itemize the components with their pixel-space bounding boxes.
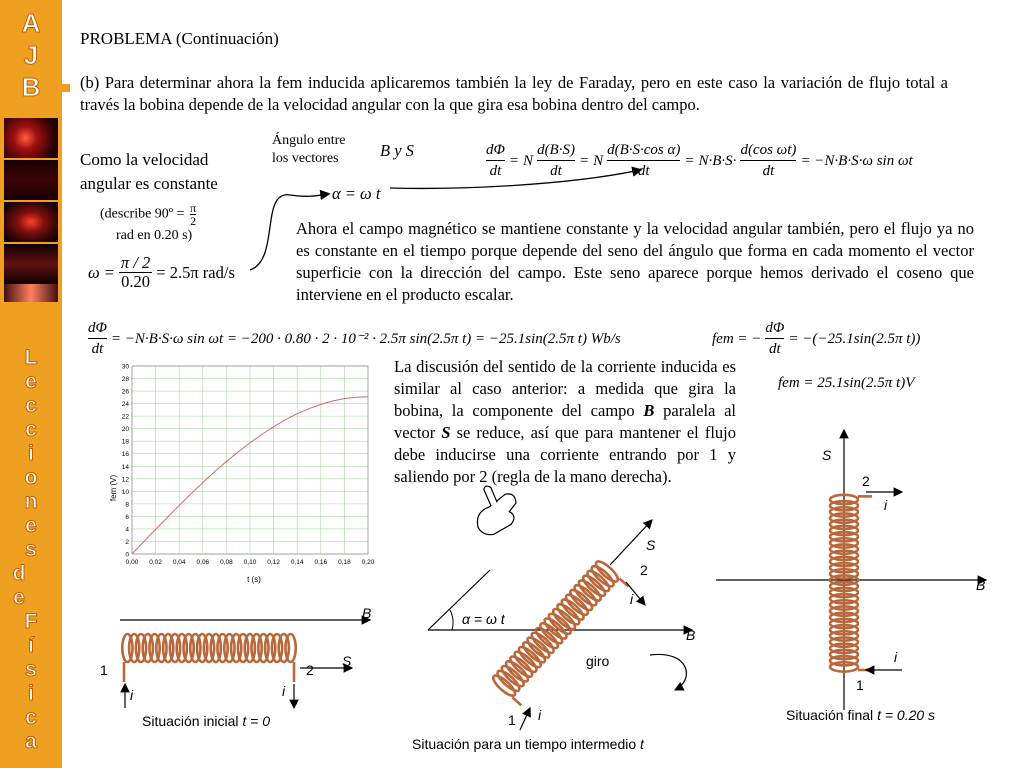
chart-y-label: fem (V) [109,474,118,502]
coil-turn [286,634,296,662]
initial-i-label-1: i [130,687,134,703]
coil-turn [516,644,543,670]
faraday-den-2: dt [550,163,562,179]
sidebar-lecciones-letter: L [24,346,38,369]
result-num: dΦ [88,318,107,339]
discussion-part-1: La discusión del sentido de la corriente inducida es similar al caso anterior: a medida que gira la bobina, la componente del campo [394,357,736,420]
coil-turn [521,639,548,665]
sidebar-lecciones-letter: o [24,466,38,489]
omega-equation [88,254,235,291]
coil-turn [555,601,582,627]
fem1-lhs: fem = − [712,330,762,347]
angle-label-line2: los vectores [272,151,339,166]
sidebar-tab [58,84,70,92]
faraday-eq-2: = [578,152,590,169]
initial-terminal-2: 2 [306,662,314,678]
fem1-fraction [765,318,784,359]
mid-angle-arc [450,610,453,630]
chart-y-tick-label: 18 [121,438,129,446]
chart-y-tick-label: 24 [121,401,129,409]
initial-situation [100,605,371,729]
chart-x-tick-label: 0,12 [267,559,280,566]
describe-tail: rad en 0.20 s) [116,228,193,243]
chart-x-label: t (s) [247,575,261,584]
coil-turn [546,611,573,637]
coil-diagrams [90,420,1020,765]
faraday-num-3: d(B·S·cos α) [607,140,680,161]
chart-x-tick-label: 0,00 [125,559,139,566]
fem-equation-2: fem = 25.1sin(2.5π t)V [778,375,915,391]
result-den: dt [91,341,104,357]
sidebar-photo [4,244,58,284]
coil-turn [542,616,569,642]
chart-x-tick-label: 0,02 [149,559,162,566]
describe-frac-num: π [190,201,197,215]
chart-x-tick-label: 0,20 [361,559,374,566]
chart-x-tick-label: 0,16 [314,559,328,566]
chart-x-tick-label: 0,18 [338,559,351,566]
initial-S-label: S [342,653,352,669]
sidebar-lecciones-letter: e [25,370,37,393]
final-S-label: S [822,447,832,463]
faraday-nbs: N·B·S· [698,152,737,169]
rotation-arrow [650,654,686,690]
omega-den: 0.20 [121,272,151,291]
chart-y-tick-label: 20 [121,426,129,434]
angular-constant-text: Como la velocidad angular es constante [80,150,218,193]
discussion-S: S [441,423,451,442]
chart-y-tick-label: 16 [121,451,129,459]
chart-y-tick-label: 0 [125,551,129,559]
final-caption-time: t = 0.20 s [877,707,936,723]
initial-caption-text: Situación inicial [142,713,239,729]
coil-turn [589,563,616,589]
coil-turn [572,582,599,608]
chart-x-tick-label: 0,06 [196,559,210,566]
faraday-num-2: d(B·S) [537,140,575,161]
final-i-label-1: i [894,649,898,665]
coil-turn [538,620,565,646]
sidebar [0,0,62,768]
mid-S-label: S [646,537,656,553]
coil-turn [495,668,522,694]
mid-caption-text: Situación para un tiempo intermedio [412,736,637,752]
sidebar-fisica-letter: F [24,610,38,633]
coil-turn [499,663,526,689]
coil-turn [568,587,595,613]
coil-turn [559,597,586,623]
initial-caption [142,713,270,729]
faraday-den-3: dt [637,163,650,179]
coil-turn [550,606,577,632]
final-B-label: B [976,577,986,593]
coil-turn [585,568,612,594]
final-coil [830,495,872,672]
faraday-den-1: dt [489,163,502,179]
final-caption [786,707,935,723]
chart-y-tick-label: 28 [121,376,129,384]
chart-y-tick-label: 2 [125,538,129,546]
sidebar-lecciones-letter: e [25,514,37,537]
describe-fraction [190,202,196,227]
sidebar-title-letter: J [23,40,39,70]
sidebar-lecciones-letter: i [28,442,34,465]
result-equation [88,318,621,359]
sidebar-fisica-letter: a [25,730,37,753]
sidebar-title-letter: A [21,8,41,38]
result-fraction [88,318,107,359]
discussion-part-2: paralela al vector [394,401,736,442]
sidebar-photo [4,202,58,242]
sidebar-lecciones-letter: s [25,538,37,561]
alpha-equation: α = ω t [332,184,381,203]
rotation-label: giro [586,653,610,669]
fem1-num: dΦ [765,318,784,339]
angle-label-line1: Ángulo entre [272,133,346,148]
arrow-alpha-to-faraday [390,170,640,188]
final-terminal-2: 2 [862,473,870,489]
sidebar-photo [4,160,58,200]
final-caption-text: Situación final [786,707,874,723]
faraday-den-4: dt [762,163,775,179]
chart-x-tick-label: 0,08 [220,559,233,566]
intro-paragraph: (b) Para determinar ahora la fem inducida aplicaremos también la ley de Faraday, pero en este caso la variación de flujo total a través la bobina depende de la velocidad angular con la que gira esa bobina dentro del campo. [80,73,948,114]
chart-y-tick-label: 8 [125,501,129,509]
initial-B-label: B [362,605,372,621]
coil-turn [503,658,530,684]
vectors-label: B y S [380,141,414,160]
initial-coil [122,634,295,682]
coil-turn [580,573,607,599]
coil-turn [533,625,560,651]
discussion-B: B [643,401,655,420]
omega-rhs: = 2.5π rad/s [156,262,235,282]
faraday-num-1: dΦ [486,140,505,161]
faraday-eq-3: = [684,152,695,169]
coil-turn [508,654,535,680]
omega-fraction [119,254,152,291]
describe-label: (describe 90º = [100,206,185,222]
mid-current-in [520,708,530,730]
discussion-part-3: se reduce, así que para mantener el flujo debe inducirse una corriente entrando por 1 y saliendo por 2 (regla de la mano derecha). [394,423,737,486]
mid-current-out [626,582,645,605]
mid-caption [412,736,645,752]
faraday-eq-1: = [508,152,520,169]
right-hand-icon [462,477,525,540]
omega-num: π / 2 [120,253,151,272]
faraday-n-1: N [523,152,534,169]
chart-x-tick-label: 0,04 [172,559,186,566]
faraday-frac-4 [740,140,796,181]
chart-y-tick-label: 12 [121,476,129,484]
sidebar-fisica-letter: c [25,706,37,729]
fem1-rhs: = −(−25.1sin(2.5π t)) [788,330,921,347]
mid-alpha-label: α = ω t [462,611,505,627]
chart-y-tick-label: 26 [121,388,129,396]
sidebar-title-letter: B [21,72,41,102]
sidebar-lecciones-letter: c [25,394,37,417]
faraday-tail: = −N·B·S·ω sin ωt [800,152,913,169]
coil-turn [491,673,518,699]
coil-turn [525,635,552,661]
chart-y-tick-label: 14 [121,463,129,471]
final-terminal-1: 1 [856,677,864,693]
intermediate-situation [412,477,695,752]
sidebar-de-letter: d [12,562,26,585]
coil-lead [512,697,521,705]
sidebar-de-letter: e [13,586,25,609]
final-situation [716,430,986,723]
coil-turn [512,649,539,675]
flux-explanation: Ahora el campo magnético se mantiene constante y la velocidad angular también, pero el flujo ya no es constante en el tiempo porque depende del seno del ángulo que forma en cada momento el vector superficie con la dirección del campo. Este seno aparece porque hemos derivado el coseno que interviene en el producto escalar. [296,219,974,304]
initial-caption-time: t = 0 [242,713,271,729]
faraday-n-2: N [593,152,604,169]
chart-y-tick-label: 30 [121,363,129,371]
sidebar-fisica-letter: s [25,658,37,681]
coil-turn [529,630,556,656]
mid-terminal-1: 1 [508,712,516,728]
coil-turn [576,578,603,604]
mid-i-label-1: i [538,707,542,723]
describe-frac-den: 2 [190,214,197,228]
sidebar-fisica-letter: i [28,682,34,705]
coil-turn [563,592,590,618]
final-i-label-2: i [884,497,888,513]
sidebar-lecciones-letter: c [25,418,37,441]
sidebar-lecciones-letter: n [24,490,38,513]
omega-lhs: ω = [88,262,115,282]
chart-y-tick-label: 10 [121,488,129,496]
chart-y-tick-label: 4 [125,526,129,534]
fem1-den: dt [769,341,781,357]
sidebar-fisica-letter: í [28,634,34,657]
coil-turn [593,559,620,585]
mid-i-label-2: i [630,591,634,607]
chart-y-tick-label: 6 [125,513,129,521]
mid-terminal-2: 2 [640,562,648,578]
chart-y-tick-label: 22 [121,413,129,421]
chart-x-tick-label: 0,14 [290,559,304,566]
sidebar-photo [4,284,58,302]
faraday-num-4: d(cos ωt) [740,140,796,161]
sidebar-photo [4,118,58,158]
result-rest: = −N·B·S·ω sin ωt = −200 · 0.80 · 2 · 10⁻² · 2.5π sin(2.5π t) = −25.1sin(2.5π t) Wb/s [110,330,621,347]
mid-B-label: B [686,627,696,643]
mid-coil [491,559,630,707]
initial-terminal-1: 1 [100,662,108,678]
initial-i-label-2: i [282,683,286,699]
describe-text [100,202,196,227]
chart-x-tick-label: 0,10 [243,559,257,566]
mid-caption-time: t [640,736,644,752]
page-heading: PROBLEMA (Continuación) [80,29,279,48]
fem-equation-1 [712,318,920,359]
